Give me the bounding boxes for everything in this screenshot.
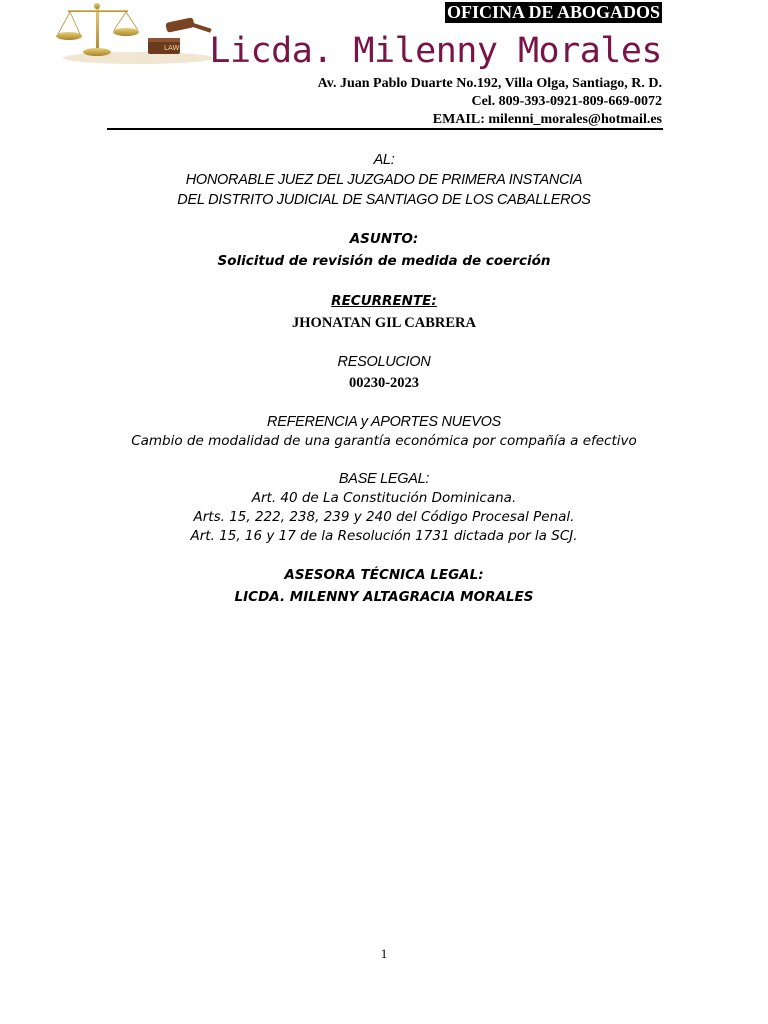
subject-value: Solicitud de revisión de medida de coerción (217, 253, 551, 269)
reference-label: REFERENCIA y APORTES NUEVOS (267, 414, 501, 430)
document-body (100, 150, 668, 608)
addressee-line-1: HONORABLE JUEZ DEL JUZGADO DE PRIMERA INSTANCIA (185, 172, 583, 188)
legal-basis-item: Art. 40 de La Constitución Dominicana. (251, 490, 517, 506)
scales-icon (56, 3, 139, 56)
resolution-value: 00230-2023 (348, 375, 420, 391)
header-divider (107, 128, 663, 130)
subject-label: ASUNTO: (349, 231, 419, 247)
law-logo (48, 0, 213, 66)
gavel-icon (148, 17, 212, 54)
page-number: 1 (380, 946, 388, 961)
office-label: OFICINA DE ABOGADOS (446, 2, 660, 22)
logo-law-text: LAW (164, 44, 180, 52)
advisor-label: ASESORA TÉCNICA LEGAL: (284, 567, 484, 583)
phones: Cel. 809-393-0921-809-669-0072 (471, 94, 662, 109)
appellant-value: JHONATAN GIL CABRERA (292, 315, 476, 331)
addressee-al: AL: (373, 152, 395, 168)
reference-value: Cambio de modalidad de una garantía económica por compañía a efectivo (131, 433, 637, 449)
resolution-label: RESOLUCION (337, 354, 431, 370)
legal-basis-item: Arts. 15, 222, 238, 239 y 240 del Código Procesal Penal. (193, 509, 575, 525)
email: EMAIL: milenni_morales@hotmail.es (432, 112, 662, 127)
contact-block (318, 75, 662, 129)
legal-basis-item: Art. 15, 16 y 17 de la Resolución 1731 dictada por la SCJ. (190, 528, 578, 544)
legal-basis-label: BASE LEGAL: (338, 471, 430, 487)
advisor-value: LICDA. MILENNY ALTAGRACIA MORALES (234, 589, 534, 605)
lawyer-name: Licda. Milenny Morales (209, 31, 662, 71)
addressee-line-2: DEL DISTRITO JUDICIAL DE SANTIAGO DE LOS CABALLEROS (177, 192, 591, 208)
appellant-label: RECURRENTE: (331, 293, 437, 309)
address: Av. Juan Pablo Duarte No.192, Villa Olga, Santiago, R. D. (317, 76, 662, 91)
